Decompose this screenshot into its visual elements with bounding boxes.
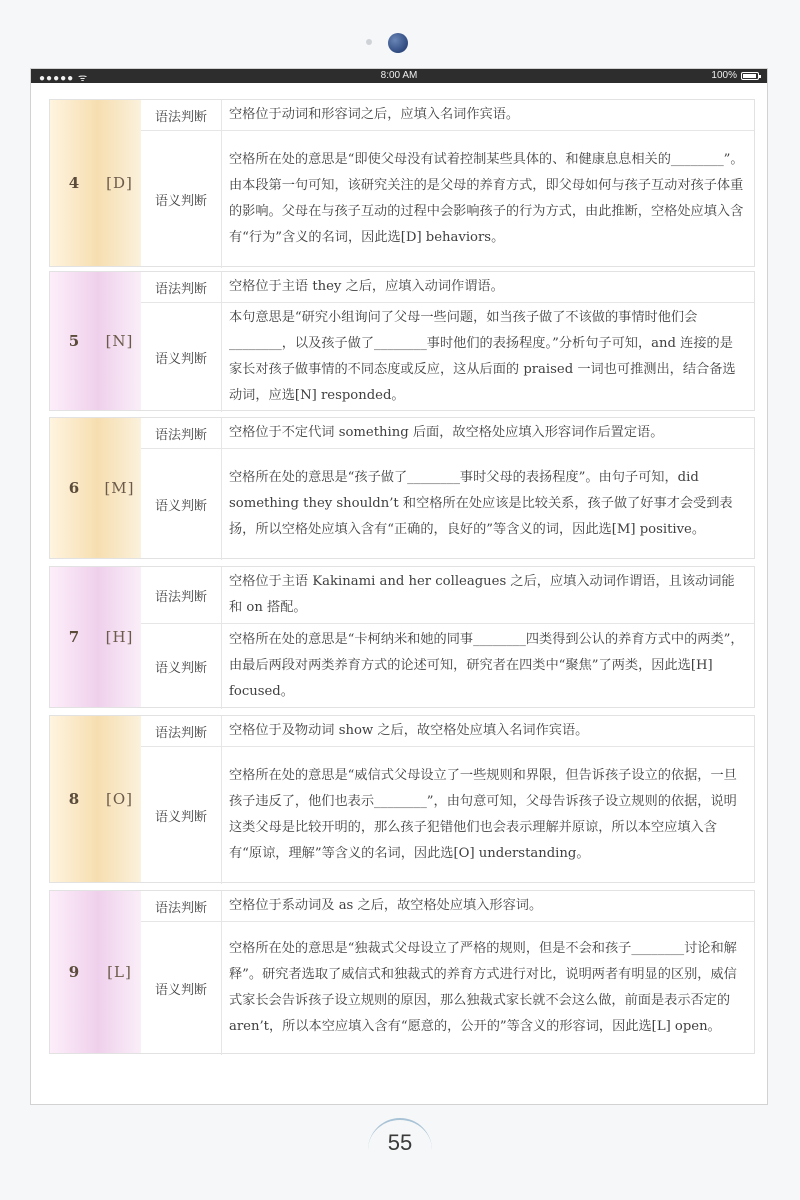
item-number: 7 (50, 567, 98, 707)
row-label: 语义判断 (141, 921, 222, 1055)
item-number: 4 (50, 100, 98, 266)
grammar-row (141, 272, 754, 303)
semantic-row (141, 623, 754, 709)
item-number: 6 (50, 418, 98, 558)
device-bezel-top (0, 0, 800, 68)
row-text: 空格位于主语 they 之后，应填入动词作谓语。 (229, 279, 504, 294)
item-block (49, 99, 755, 267)
row-text: 空格位于动词和形容词之后，应填入名词作宾语。 (229, 107, 520, 122)
row-label: 语义判断 (141, 302, 222, 412)
row-text: 空格位于主语 Kakinami and her colleagues 之后，应填入动词作谓语，且该动词能和 on 搭配。 (229, 574, 735, 615)
item-answer: [L] (98, 891, 141, 1053)
item-number: 9 (50, 891, 98, 1053)
item-block (49, 566, 755, 708)
sensor-dot (366, 39, 372, 45)
row-text: 空格所在处的意思是“独裁式父母设立了严格的规则，但是不会和孩子________讨论和解释”。研究者选取了威信式和独裁式的养育方式进行对比，说明两者有明显的区别，威信式家长会告诉孩子设立规则的原因，那么独裁式家长就不会这么做，前面是表示否定的 aren’t，所以本空应填入含有“愿意的，公开的”等含义的形容词，因此选[L] open。 (229, 941, 737, 1034)
row-text: 空格位于系动词及 as 之后，故空格处应填入形容词。 (229, 898, 543, 913)
device-screen (30, 68, 768, 1105)
row-text: 空格所在处的意思是“孩子做了________事时父母的表扬程度”。由句子可知，did something they shouldn’t 和空格所在处应该是比较关系，孩子做了好事才会受到表扬，所以空格处应填入含有“正确的，良好的”等含义的词，因此选[M] positive。 (229, 470, 733, 537)
item-block (49, 417, 755, 559)
page-number: 55 (368, 1118, 432, 1166)
semantic-row (141, 921, 754, 1055)
item-answer: [M] (98, 418, 141, 558)
item-number: 8 (50, 716, 98, 882)
item-answer: [N] (98, 272, 141, 410)
row-label: 语法判断 (141, 418, 222, 448)
semantic-row (141, 302, 754, 412)
row-label: 语义判断 (141, 623, 222, 709)
row-label: 语法判断 (141, 100, 222, 130)
row-label: 语法判断 (141, 891, 222, 921)
status-bar (31, 69, 767, 83)
grammar-row (141, 716, 754, 747)
item-block (49, 890, 755, 1054)
row-text: 空格所在处的意思是“威信式父母设立了一些规则和界限，但告诉孩子设立的依据，一旦孩子违反了，他们也表示________”，由句意可知，父母告诉孩子设立规则的依据，说明这类父母是比较开明的，那么孩子犯错他们也会表示理解并原谅，所以本空应填入含有“原谅，理解”等含义的名词，因此选[O] understanding。 (229, 768, 737, 861)
row-label: 语义判断 (141, 746, 222, 884)
item-block (49, 715, 755, 883)
row-text: 空格所在处的意思是“即使父母没有试着控制某些具体的、和健康息息相关的________”。由本段第一句可知，该研究关注的是父母的养育方式，即父母如何与孩子互动对孩子体重的影响。父母在与孩子互动的过程中会影响孩子的行为方式，由此推断，空格处应填入含有“行为”含义的名词，因此选[D] behaviors。 (229, 152, 744, 245)
row-text: 空格位于不定代词 something 后面，故空格处应填入形容词作后置定语。 (229, 425, 664, 440)
row-label: 语法判断 (141, 567, 222, 623)
semantic-row (141, 746, 754, 884)
item-number: 5 (50, 272, 98, 410)
row-text: 本句意思是“研究小组询问了父母一些问题，如当孩子做了不该做的事情时他们会________，以及孩子做了________事时他们的表扬程度。”分析句子可知，and 连接的是家长对孩子做事情的不同态度或反应，这从后面的 praised 一词也可推测出，结合备选动词，应选[N] responded。 (229, 310, 736, 403)
grammar-row (141, 100, 754, 131)
battery-status (711, 70, 759, 81)
signal-icon: ●●●●● ᯤ (39, 73, 89, 84)
row-label: 语法判断 (141, 272, 222, 302)
item-answer: [D] (98, 100, 141, 266)
row-label: 语义判断 (141, 448, 222, 560)
battery-label: 100% (711, 70, 737, 81)
item-answer: [O] (98, 716, 141, 882)
semantic-row (141, 130, 754, 268)
status-time: 8:00 AM (380, 70, 418, 81)
row-text: 空格所在处的意思是“卡柯纳米和她的同事________四类得到公认的养育方式中的两类”，由最后两段对两类养育方式的论述可知，研究者在四类中“聚焦”了两类，因此选[H] focused。 (229, 632, 744, 699)
semantic-row (141, 448, 754, 560)
item-answer: [H] (98, 567, 141, 707)
row-text: 空格位于及物动词 show 之后，故空格处应填入名词作宾语。 (229, 723, 589, 738)
grammar-row (141, 418, 754, 449)
row-label: 语义判断 (141, 130, 222, 268)
grammar-row (141, 567, 754, 624)
battery-icon (741, 72, 759, 80)
camera-icon (388, 33, 408, 53)
grammar-row (141, 891, 754, 922)
item-block (49, 271, 755, 411)
row-label: 语法判断 (141, 716, 222, 746)
